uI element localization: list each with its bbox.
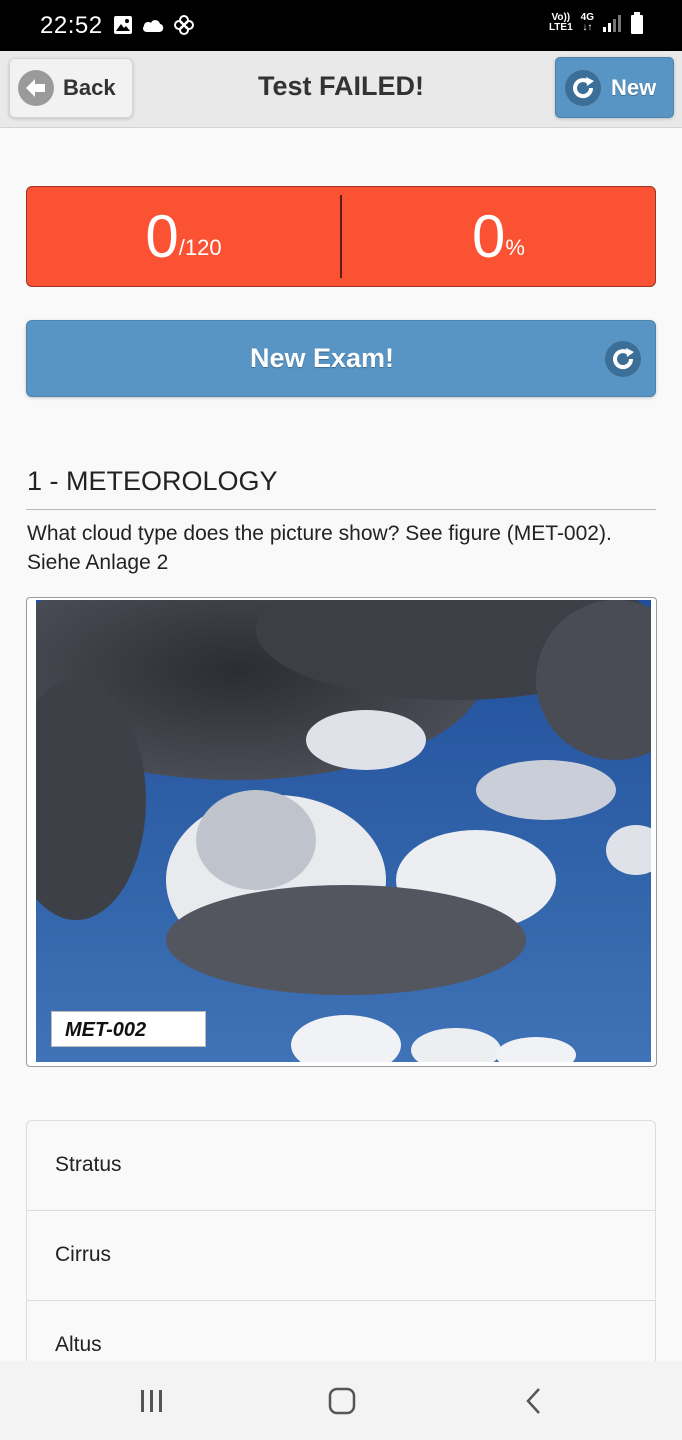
- app-header: [0, 51, 682, 128]
- score-percent: 0: [472, 202, 506, 270]
- answer-list: [26, 1120, 656, 1380]
- image-icon: [113, 15, 133, 35]
- score-percent-sign: %: [505, 234, 525, 260]
- score-percent-box: [342, 187, 655, 286]
- network-type-indicator: 4G ↓↑: [580, 12, 594, 33]
- refresh-icon: [605, 341, 641, 377]
- battery-icon: [630, 12, 644, 34]
- score-panel: [26, 186, 656, 287]
- answer-option[interactable]: Stratus: [27, 1121, 655, 1211]
- recent-apps-button[interactable]: [132, 1383, 172, 1419]
- figure-label: MET-002: [51, 1011, 206, 1047]
- system-icons: [549, 12, 644, 34]
- back-button-label: Back: [63, 75, 116, 100]
- recent-apps-icon: [139, 1388, 165, 1414]
- signal-icon: [602, 13, 622, 33]
- section-divider: [26, 509, 656, 510]
- new-exam-label: New Exam!: [249, 343, 395, 373]
- refresh-icon: [565, 70, 601, 106]
- chevron-left-icon: [523, 1387, 545, 1415]
- score-total: /120: [178, 234, 222, 260]
- system-back-button[interactable]: [514, 1383, 554, 1419]
- pinwheel-icon: [173, 14, 195, 36]
- new-button[interactable]: [555, 57, 674, 118]
- cloud-icon: [141, 16, 165, 34]
- status-time: 22:52: [40, 12, 103, 39]
- system-nav-bar: [0, 1361, 682, 1440]
- cloud-photo: [36, 600, 651, 1062]
- question-text: What cloud type does the picture show? See figure (MET-002). Siehe Anlage 2: [27, 522, 612, 574]
- new-exam-button[interactable]: [26, 320, 656, 397]
- status-bar: [0, 0, 682, 51]
- volte-indicator: Vo)) LTE1: [548, 12, 573, 33]
- question-figure: [26, 597, 657, 1067]
- answer-option[interactable]: Cirrus: [27, 1211, 655, 1301]
- notification-icons: [113, 14, 195, 36]
- home-button[interactable]: [322, 1383, 362, 1419]
- score-correct: 0: [145, 202, 179, 270]
- section-heading: 1 - METEOROLOGY: [27, 466, 278, 496]
- page-title: Test FAILED!: [257, 71, 424, 101]
- home-icon: [328, 1387, 356, 1415]
- score-count: [27, 187, 340, 286]
- answer-option[interactable]: Altus: [27, 1301, 655, 1380]
- new-button-label: New: [611, 74, 657, 100]
